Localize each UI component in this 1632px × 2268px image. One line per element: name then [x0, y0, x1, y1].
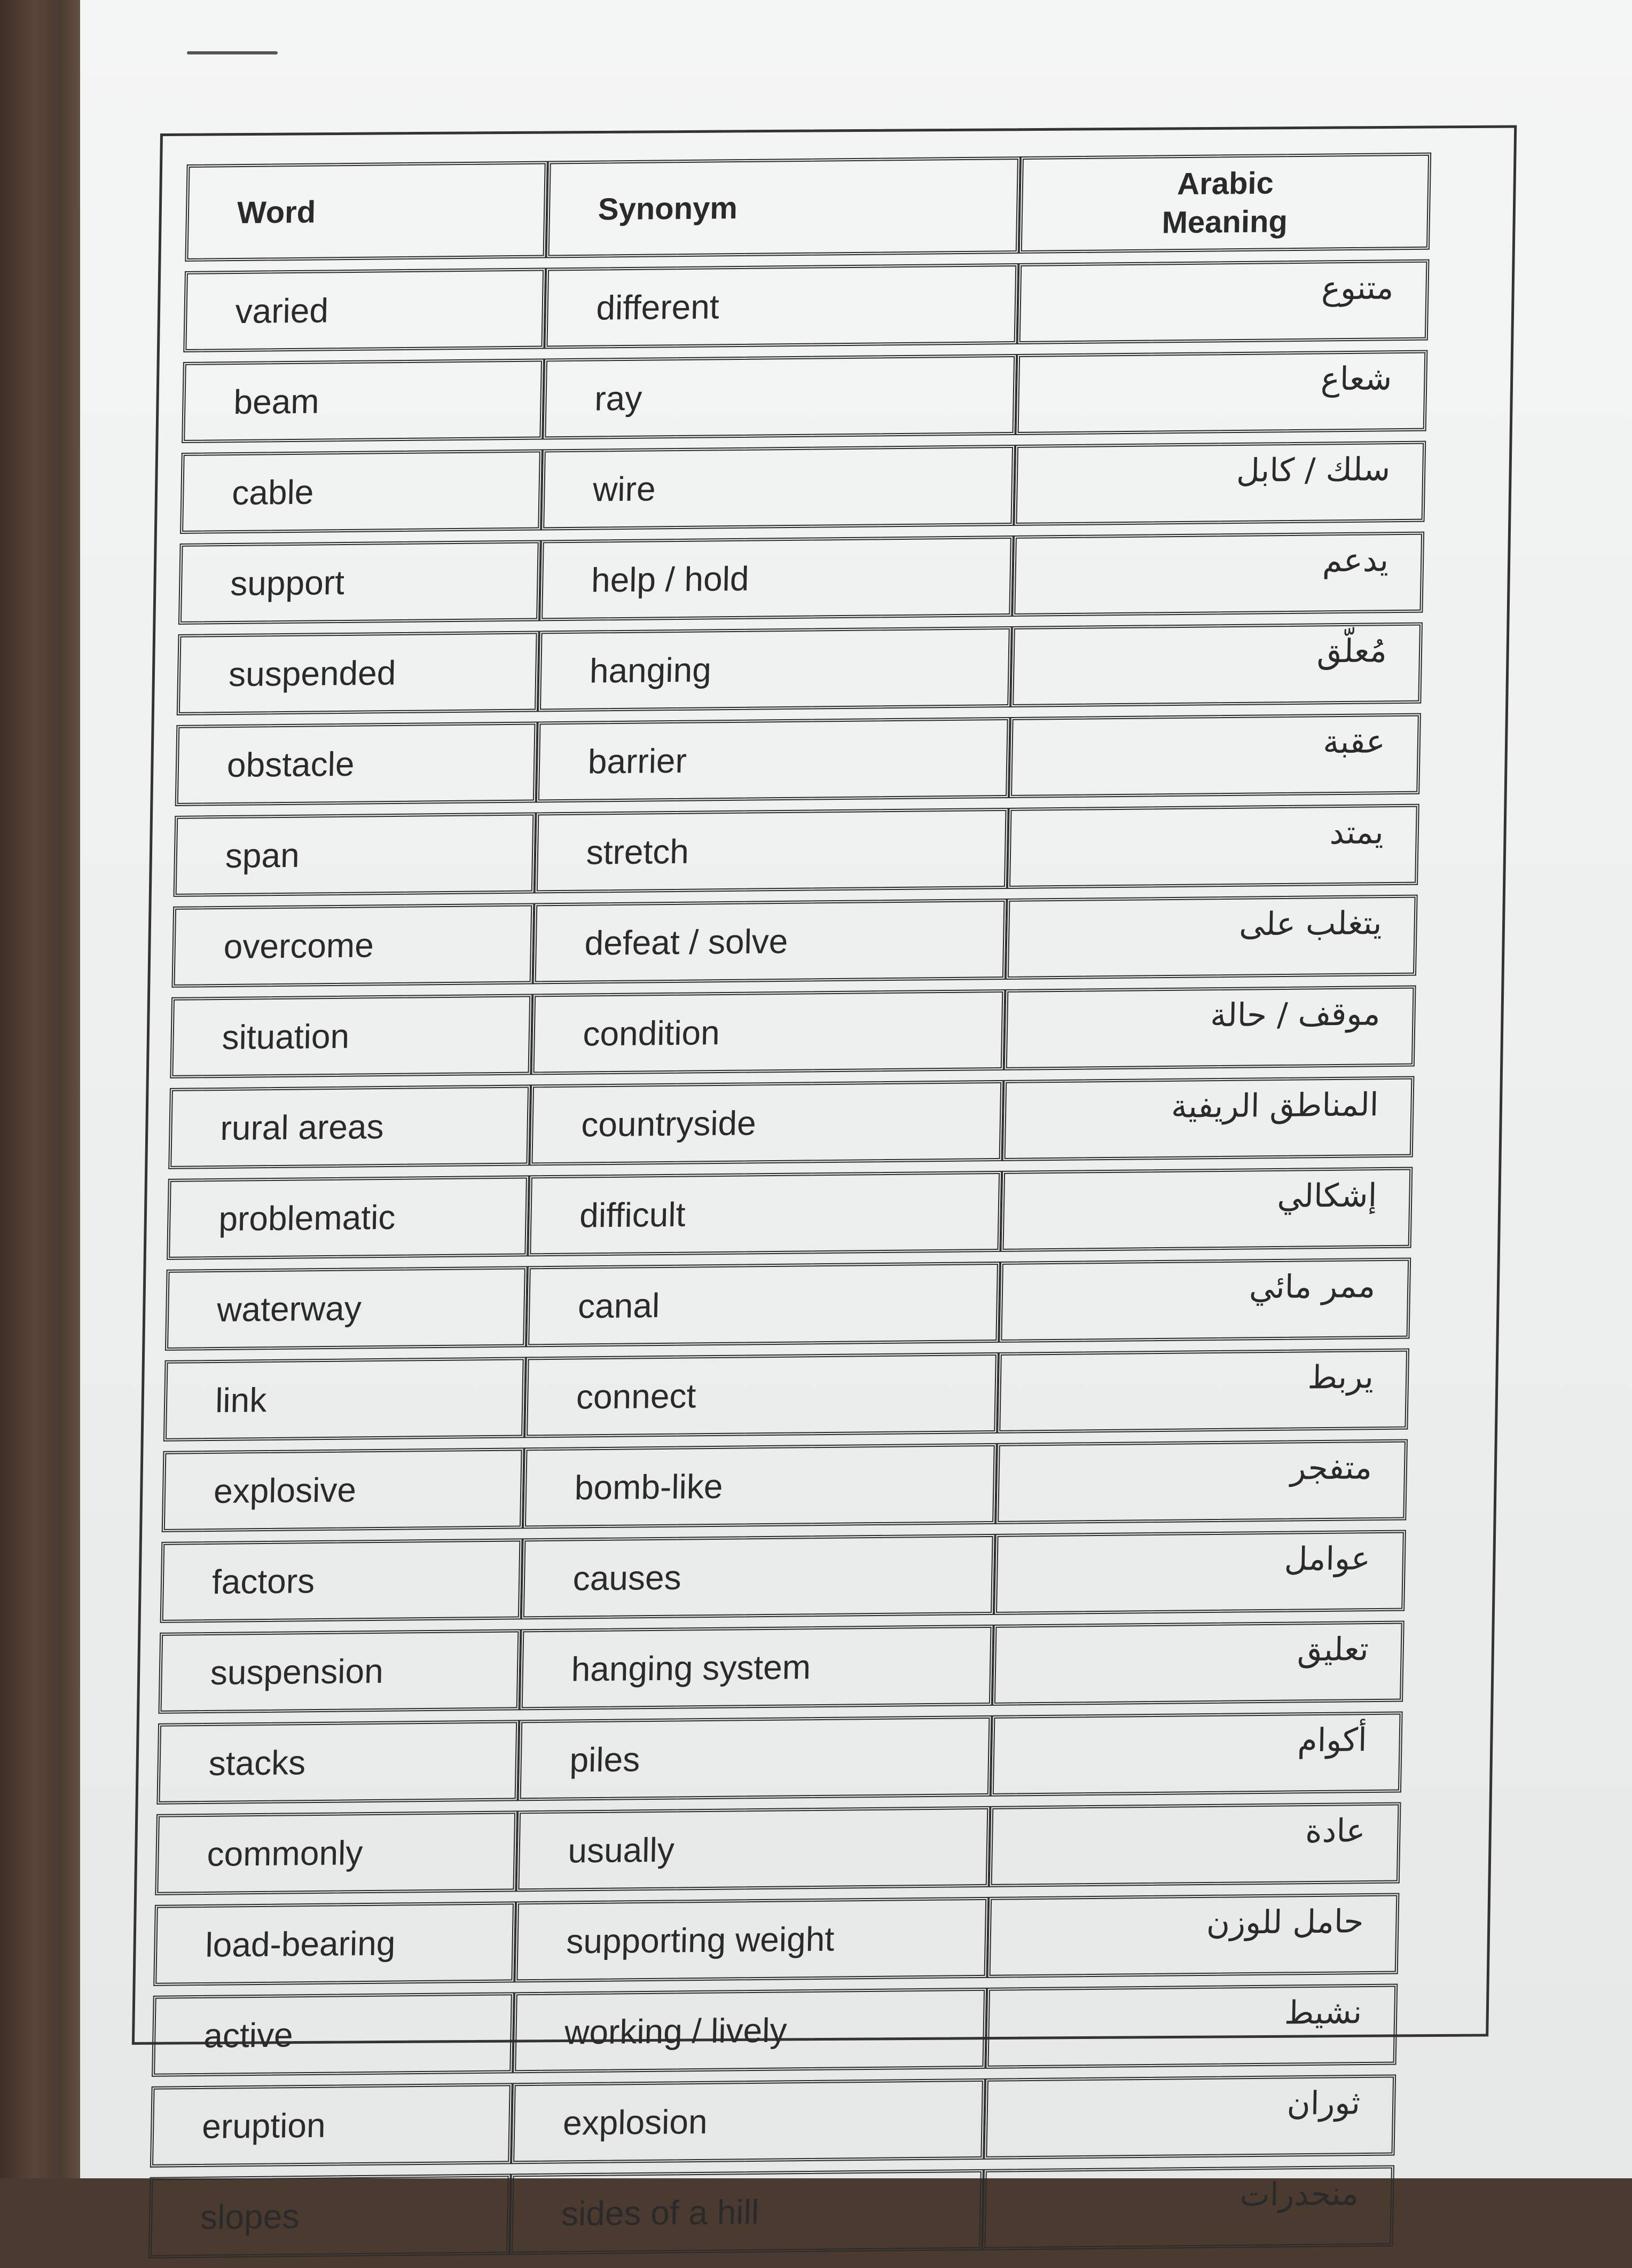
- table-row: [156, 1711, 1402, 1804]
- table-row: [183, 259, 1429, 352]
- word-cell: suspended: [177, 631, 539, 715]
- word-cell: factors: [160, 1538, 523, 1623]
- synonym-cell: explosion: [511, 2078, 985, 2164]
- arabic-meaning-cell: يتغلب على: [1006, 895, 1418, 980]
- table-row: [163, 1349, 1409, 1442]
- word-cell: stacks: [156, 1720, 519, 1804]
- table-row: [155, 1802, 1401, 1895]
- arabic-meaning-cell: عوامل: [994, 1530, 1406, 1615]
- synonym-cell: working / lively: [513, 1988, 987, 2073]
- table-row: [162, 1439, 1408, 1532]
- synonym-cell: causes: [521, 1534, 995, 1619]
- word-cell: waterway: [165, 1266, 528, 1350]
- synonym-cell: hanging system: [519, 1625, 993, 1710]
- word-cell: cable: [180, 449, 543, 533]
- arabic-meaning-cell: يدعم: [1012, 532, 1424, 617]
- table-row: [171, 895, 1417, 988]
- arabic-meaning-cell: ممر مائي: [999, 1258, 1411, 1343]
- arabic-meaning-cell: عادة: [989, 1802, 1401, 1887]
- arabic-meaning-cell: ثوران: [984, 2074, 1396, 2159]
- arabic-meaning-cell: المناطق الريفية: [1002, 1076, 1415, 1161]
- word-cell: problematic: [167, 1175, 529, 1259]
- header-arabic-line1: Arabic: [1176, 165, 1274, 201]
- table-row: [170, 986, 1416, 1078]
- synonym-cell: help / hold: [539, 536, 1014, 621]
- word-cell: overcome: [171, 903, 534, 987]
- arabic-meaning-cell: متنوع: [1017, 259, 1430, 344]
- table-row: [177, 623, 1423, 715]
- vocabulary-table: [148, 143, 1431, 2268]
- arabic-meaning-cell: مُعلّق: [1010, 623, 1423, 707]
- synonym-cell: defeat / solve: [532, 899, 1007, 984]
- arabic-meaning-cell: نشيط: [985, 1983, 1398, 2068]
- word-cell: support: [178, 540, 541, 624]
- synonym-cell: bomb-like: [523, 1443, 997, 1529]
- pen-mark: [187, 51, 278, 54]
- arabic-meaning-cell: تعليق: [992, 1621, 1405, 1706]
- word-cell: suspension: [158, 1629, 521, 1713]
- table-row: [150, 2074, 1396, 2167]
- synonym-cell: condition: [531, 989, 1005, 1075]
- word-cell: span: [174, 812, 536, 896]
- table-row: [178, 532, 1424, 625]
- desk-background: [0, 0, 85, 2178]
- synonym-cell: different: [544, 263, 1018, 349]
- word-cell: explosive: [162, 1447, 524, 1532]
- word-cell: varied: [183, 268, 546, 352]
- synonym-cell: countryside: [529, 1080, 1003, 1166]
- synonym-cell: barrier: [536, 717, 1010, 802]
- synonym-cell: difficult: [528, 1171, 1002, 1256]
- word-cell: situation: [170, 994, 532, 1078]
- header-arabic-meaning: [1019, 153, 1431, 254]
- table-row: [175, 713, 1421, 806]
- table-row: [174, 804, 1419, 897]
- header-row: [185, 153, 1431, 262]
- table-row: [182, 350, 1427, 443]
- table-row: [153, 1893, 1399, 1986]
- word-cell: link: [163, 1357, 526, 1441]
- word-cell: active: [152, 1992, 514, 2076]
- word-cell: rural areas: [168, 1084, 531, 1169]
- word-cell: load-bearing: [153, 1901, 516, 1986]
- table-row: [152, 1983, 1398, 2076]
- synonym-cell: stretch: [534, 808, 1008, 893]
- header-synonym: Synonym: [546, 156, 1021, 258]
- arabic-meaning-cell: شعاع: [1016, 350, 1428, 435]
- table-row: [168, 1076, 1414, 1169]
- word-cell: commonly: [155, 1810, 517, 1895]
- word-cell: obstacle: [175, 721, 538, 806]
- vocabulary-table-container: [148, 143, 1431, 2268]
- arabic-meaning-cell: يربط: [997, 1349, 1409, 1434]
- synonym-cell: piles: [517, 1715, 992, 1801]
- table-row: [165, 1258, 1411, 1351]
- word-cell: eruption: [150, 2083, 513, 2167]
- arabic-meaning-cell: يمتد: [1007, 804, 1419, 889]
- synonym-cell: wire: [541, 445, 1015, 530]
- synonym-cell: connect: [524, 1352, 999, 1438]
- table-row: [160, 1530, 1406, 1623]
- table-row: [167, 1167, 1413, 1260]
- arabic-meaning-cell: عقبة: [1009, 713, 1421, 798]
- synonym-cell: supporting weight: [514, 1897, 988, 1982]
- table-row: [158, 1621, 1404, 1714]
- arabic-meaning-cell: موقف / حالة: [1004, 986, 1416, 1070]
- synonym-cell: sides of a hill: [509, 2169, 984, 2255]
- arabic-meaning-cell: منحدرات: [982, 2165, 1394, 2250]
- header-word: Word: [185, 161, 547, 262]
- synonym-cell: ray: [543, 354, 1017, 439]
- synonym-cell: canal: [526, 1262, 1000, 1347]
- word-cell: beam: [182, 358, 544, 443]
- arabic-meaning-cell: إشكالي: [1000, 1167, 1413, 1252]
- header-arabic-line2: Meaning: [1162, 204, 1288, 240]
- arabic-meaning-cell: أكوام: [991, 1711, 1403, 1796]
- arabic-meaning-cell: متفجر: [995, 1439, 1408, 1524]
- table-row: [148, 2165, 1394, 2258]
- arabic-meaning-cell: حامل للوزن: [987, 1893, 1400, 1978]
- arabic-meaning-cell: سلك / كابل: [1014, 441, 1426, 526]
- synonym-cell: hanging: [538, 626, 1012, 712]
- word-cell: slopes: [148, 2174, 511, 2258]
- synonym-cell: usually: [516, 1806, 990, 1892]
- table-row: [180, 441, 1426, 534]
